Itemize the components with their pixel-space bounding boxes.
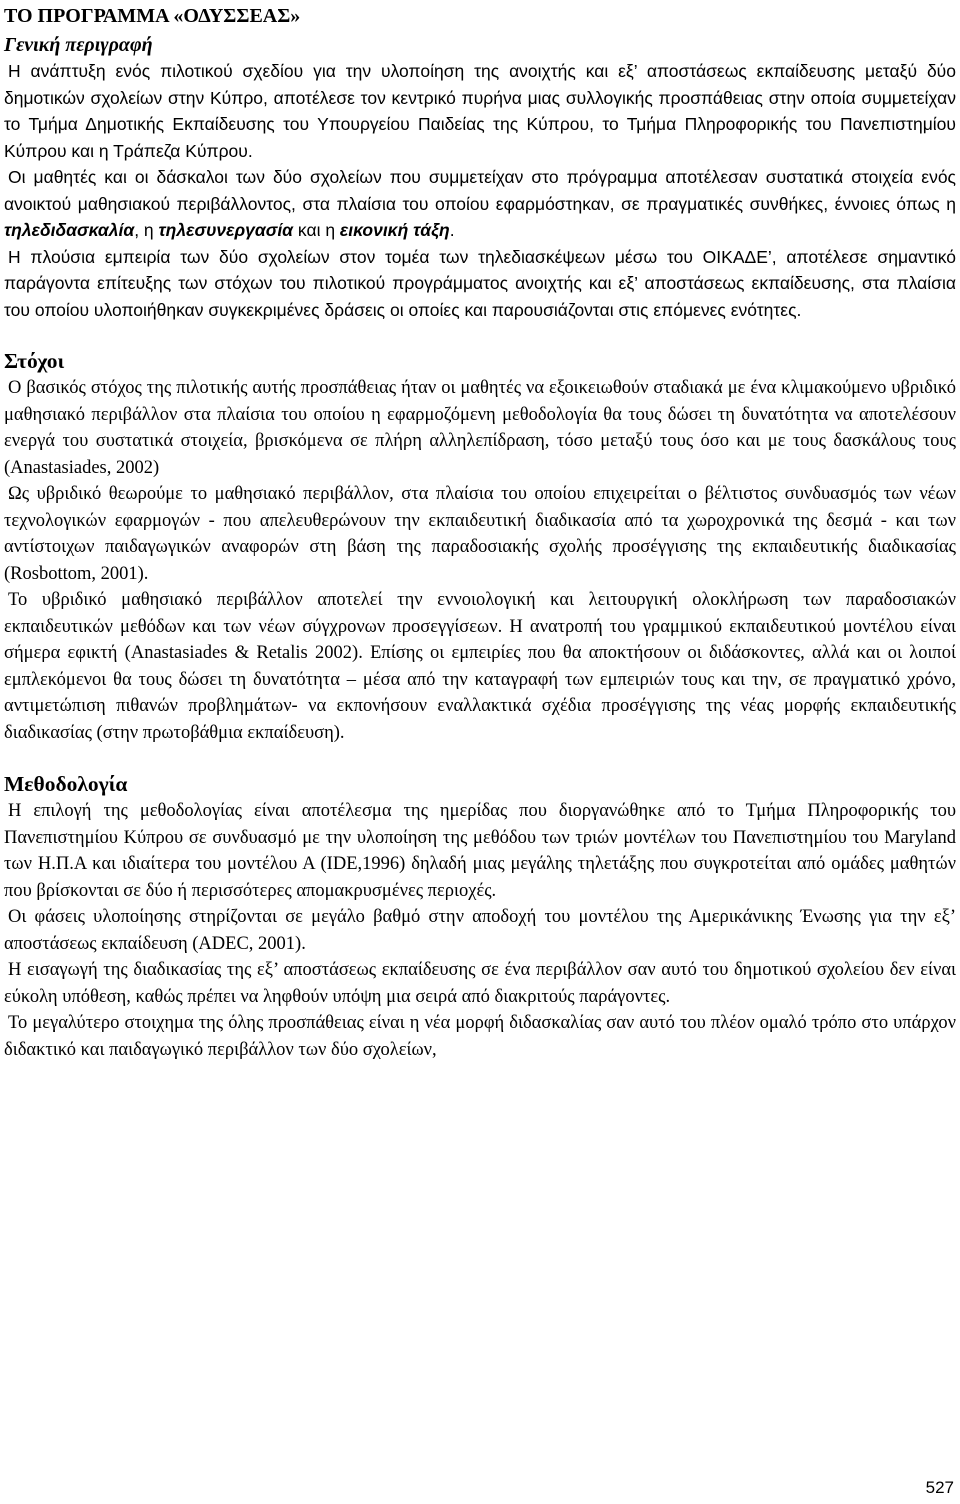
paragraph: Η επιλογή της μεθοδολογίας είναι αποτέλεσμα της ημερίδας που διοργανώθηκε από το Τμήμα Πληροφορικής του Πανεπιστημίου Κύπρου σε συνδυασμό με την υλοποίηση της μεθόδου των τριών μοντέλων του Πανεπιστημίου του Maryland των Η.Π.Α και ιδιαίτερα του μοντέλου Α (IDE,1996) δηλαδή μιας μεγάλης τηλετάξης που συγκροτείται από ομάδες μαθητών που βρίσκονται σε δύο ή περισσότερες απομακρυσμένες περιοχές. xyxy=(4,801,956,901)
term-virtual-class: εικονική τάξη xyxy=(339,220,450,240)
paragraph: Το υβριδικό μαθησιακό περιβάλλον αποτελεί την εννοιολογική και λειτουργική ολοκλήρωση των παραδοσιακών εκπαιδευτικών μεθόδων και των νέων σύγχρονων προσεγγίσεων. Η ανατροπή του γραμμικού εκπαιδευτικού μοντέλου είναι σήμερα εφικτή (Anastasiades & Retalis 2002). Επίσης οι εμπειρίες που θα αποκτήσουν οι διδάσκοντες, αλλά και οι λοιποί εμπλεκόμενοι θα τους δώσει τη δυνατότητα – μέσα από την καταγραφή των εμπειριών τους και την, σε πραγματικό χρόνο, αντιμετώπιση πιθανών προβλημάτων- να εκπονήσουν εναλλακτικά σχέδια προσέγγισης της νέας μορφής εκπαιδευτικής διαδικασίας (στην πρωτοβάθμια εκπαίδευση). xyxy=(4,590,956,743)
spacer xyxy=(4,746,956,770)
text-run: Οι μαθητές και οι δάσκαλοι των δύο σχολείων που συμμετείχαν στο πρόγραμμα αποτέλεσαν συστατικά στοιχεία ενός ανοικτού μαθησιακού περιβάλλοντος, στα πλαίσια του οποίου εφαρμόστηκαν, σε πραγματικές συνθήκες, έννοιες όπως η xyxy=(4,167,956,214)
paragraph: Ο βασικός στόχος της πιλοτικής αυτής προσπάθειας ήταν οι μαθητές να εξοικειωθούν σταδιακά με ένα κλιμακούμενο υβριδικό μαθησιακό περιβάλλον στα πλαίσια του οποίου η εφαρμοζόμενη μεθοδολογία θα τους δώσει τη δυνατότητα να αποτελέσουν ενεργά του συστατικά στοιχεία, βρισκόμενα σε πλήρη αλληλεπίδραση, τόσο μεταξύ τους όσο και με τους δασκάλους τους (Anastasiades, 2002) xyxy=(4,378,956,478)
paragraph: Το μεγαλύτερο στοιχημα της όλης προσπάθειας είναι η νέα μορφή διδασκαλίας σαν αυτό του πλέον ομαλό τρόπο στο υπάρχον διδακτικό και παιδαγωγικό περιβάλλον των δύο σχολείων, xyxy=(4,1013,956,1060)
spacer xyxy=(4,323,956,347)
text-run: και η xyxy=(293,220,340,240)
term-teleteaching: τηλεδιδασκαλία xyxy=(4,220,135,240)
text-run: , η xyxy=(134,220,159,240)
term-telecollaboration: τηλεσυνεργασία xyxy=(158,220,294,240)
paragraph xyxy=(4,164,956,244)
paragraph: Η εισαγωγή της διαδικασίας της εξ’ αποστάσεως εκπαίδευσης σε ένα περιβάλλον σαν αυτό του δημοτικού σχολείου δεν είναι εύκολη υπόθεση, καθώς πρέπει να ληφθούν υπόψη μια σειρά από διακριτούς παράγοντες. xyxy=(4,960,956,1007)
section-heading-methodology: Μεθοδολογία xyxy=(4,772,128,796)
paragraph: Η ανάπτυξη ενός πιλοτικού σχεδίου για την υλοποίηση της ανοιχτής και εξ’ αποστάσεως εκπαίδευσης μεταξύ δύο δημοτικών σχολείων στην Κύπρο, αποτέλεσε τον κεντρικό πυρήνα μιας συλλογικής προσπάθειας στην οποία συμμετείχαν το Τμήμα Δημοτικής Εκπαίδευσης του Υπουργείου Παιδείας της Κύπρου, το Τμήμα Πληροφορικής του Πανεπιστημίου Κύπρου και η Τράπεζα Κύπρου. xyxy=(4,61,956,161)
text-run: . xyxy=(449,220,455,240)
section-heading-goals: Στόχοι xyxy=(4,349,65,373)
document-title: ΤΟ ΠΡΟΓΡΑΜΜΑ «ΟΔΥΣΣΕΑΣ» xyxy=(4,5,301,27)
section-heading-overview: Γενική περιγραφή xyxy=(4,34,153,56)
paragraph: Ως υβριδικό θεωρούμε το μαθησιακό περιβάλλον, στα πλαίσια του οποίου επιχειρείται ο βέλτιστος συνδυασμός των νέων τεχνολογικών εφαρμογών - που απελευθερώνουν την εκπαιδευτική διαδικασία από τα χωροχρονικά της δεσμά - και των αντίστοιχων παιδαγωγικών αναφορών στη βάση της παραδοσιακής σχολής προσέγγισης της εκπαιδευτικής διαδικασίας (Rosbottom, 2001). xyxy=(4,484,956,584)
page-number: 527 xyxy=(925,1478,954,1497)
paragraph: Οι φάσεις υλοποίησης στηρίζονται σε μεγάλο βαθμό στην αποδοχή του μοντέλου της Αμερικάνικης Ένωσης για την εξ’ αποστάσεως εκπαίδευση (ADEC, 2001). xyxy=(4,907,956,954)
document-page xyxy=(4,0,956,1063)
paragraph: Η πλούσια εμπειρία των δύο σχολείων στον τομέα των τηλεδιασκέψεων μέσω του ΟΙΚΑΔΕ’, αποτέλεσε σημαντικό παράγοντα επίτευξης των στόχων του πιλοτικού προγράμματος ανοιχτής και εξ’ αποστάσεως εκπαίδευσης, στα πλαίσια του οποίου υλοποιήθηκαν συγκεκριμένες δράσεις οι οποίες και παρουσιάζονται στις επόμενες ενότητες. xyxy=(4,246,956,320)
